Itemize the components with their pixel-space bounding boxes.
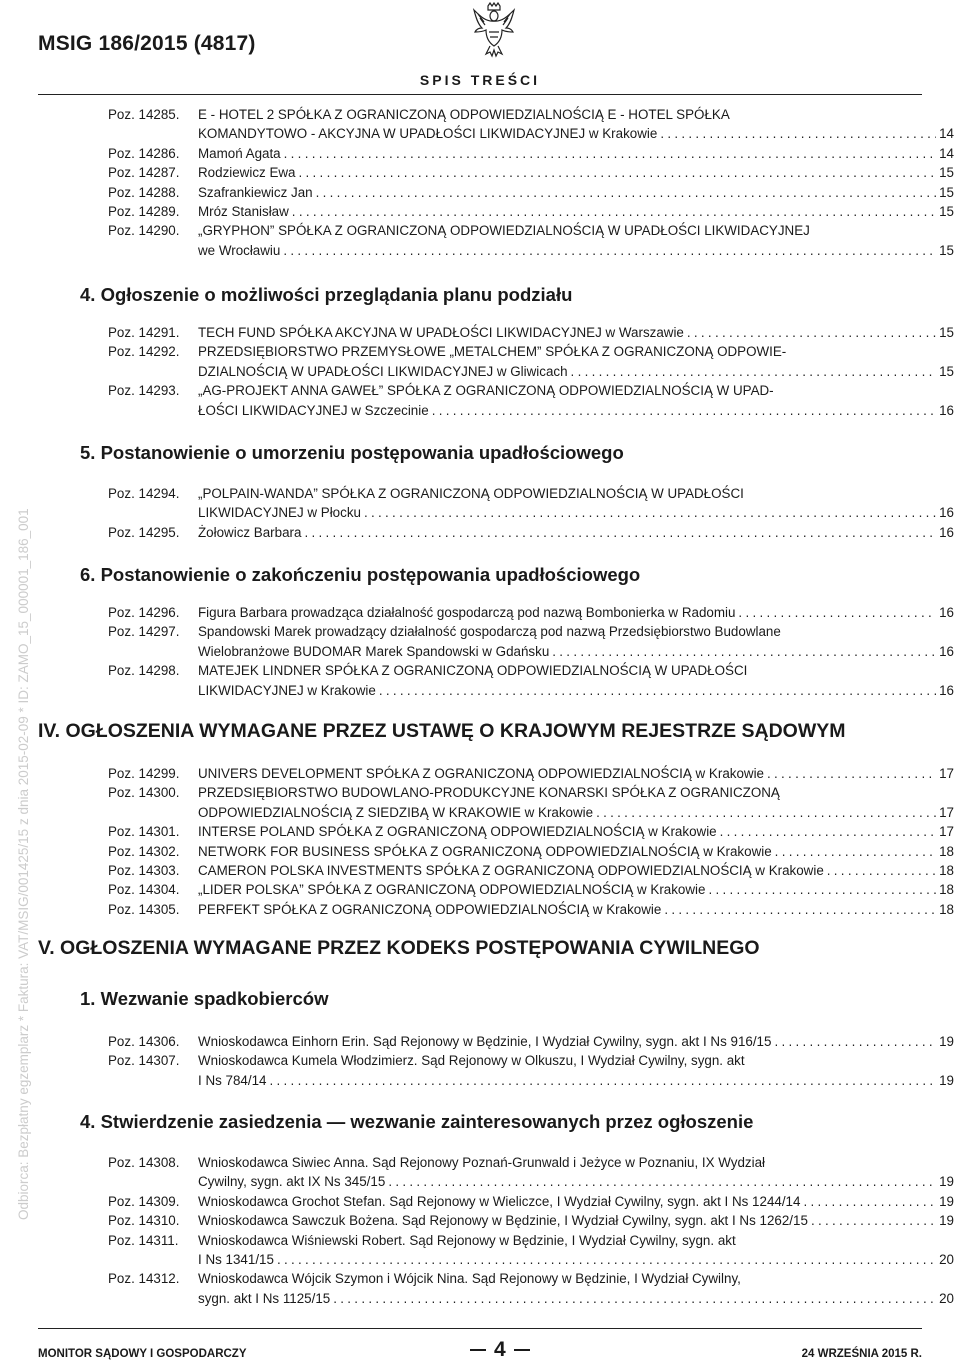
- entry-text-line: MATEJEK LINDNER SPÓŁKA Z OGRANICZONĄ ODPOWIEDZIALNOŚCIĄ W UPADŁOŚCI: [198, 663, 748, 679]
- entry-page-number: 16: [939, 505, 954, 521]
- dot-leader: [277, 1250, 936, 1269]
- dot-leader: [552, 642, 936, 661]
- entry-text-line: NETWORK FOR BUSINESS SPÓŁKA Z OGRANICZONĄ ODPOWIEDZIALNOŚCIĄ w Krakowie: [198, 843, 772, 859]
- toc-entry[interactable]: [108, 183, 954, 202]
- dot-leader: [767, 764, 936, 783]
- entry-page-number: 17: [939, 766, 954, 781]
- entry-number: Poz. 14312.: [108, 1271, 180, 1287]
- entry-text-line: Mróz Stanisław: [198, 204, 289, 219]
- entry-page-number: 18: [939, 843, 954, 859]
- toc-entry[interactable]: [108, 1192, 954, 1211]
- toc-entry[interactable]: [108, 1269, 954, 1308]
- entry-text-line: Spandowski Marek prowadzący działalność gospodarczą pod nazwą Przedsiębiorstwo Budowlane: [198, 624, 781, 640]
- entry-page-number: 18: [939, 882, 954, 898]
- entry-text-line: Cywilny, sygn. akt IX Ns 345/15: [198, 1174, 386, 1190]
- entry-text-line: INTERSE POLAND SPÓŁKA Z OGRANICZONĄ ODPOWIEDZIALNOŚCIĄ w Krakowie: [198, 824, 717, 840]
- toc-entry[interactable]: [108, 842, 954, 861]
- dot-leader: [379, 681, 936, 700]
- entry-text-line: DZIALNOŚCIĄ W UPADŁOŚCI LIKWIDACYJNEJ w Gliwicach: [198, 363, 568, 379]
- toc-entry[interactable]: [108, 1153, 954, 1192]
- entry-number: Poz. 14289.: [108, 204, 180, 219]
- entry-text-line: PERFEKT SPÓŁKA Z OGRANICZONĄ ODPOWIEDZIALNOŚCIĄ w Krakowie: [198, 901, 662, 917]
- entry-page-number: 15: [939, 325, 954, 340]
- toc-entry[interactable]: [108, 484, 954, 523]
- toc-entry[interactable]: [108, 323, 954, 342]
- toc-entry[interactable]: [108, 105, 954, 144]
- dot-leader: [284, 144, 936, 163]
- entry-page-number: 16: [939, 682, 954, 698]
- section-main-heading: V. OGŁOSZENIA WYMAGANE PRZEZ KODEKS POSTĘPOWANIA CYWILNEGO: [38, 937, 760, 959]
- section-main-heading: IV. OGŁOSZENIA WYMAGANE PRZEZ USTAWĘ O KRAJOWYM REJESTRZE SĄDOWYM: [38, 720, 846, 742]
- entry-page-number: 17: [939, 804, 954, 820]
- entry-text-line: PRZEDSIĘBIORSTWO BUDOWLANO-PRODUKCYJNE KONARSKI SPÓŁKA Z OGRANICZONĄ: [198, 785, 780, 801]
- entry-page-number: 16: [939, 524, 954, 540]
- entry-page-number: 14: [939, 126, 954, 142]
- entry-number: Poz. 14298.: [108, 663, 180, 679]
- dot-leader: [738, 603, 936, 622]
- entry-text-line: CAMERON POLSKA INVESTMENTS SPÓŁKA Z OGRANICZONĄ ODPOWIEDZIALNOŚCIĄ w Krakowie: [198, 863, 824, 878]
- entry-page-number: 15: [939, 242, 954, 258]
- toc-entry[interactable]: [108, 661, 954, 700]
- entry-number: Poz. 14307.: [108, 1053, 180, 1069]
- toc-entry[interactable]: [108, 603, 954, 622]
- dot-leader: [299, 163, 937, 182]
- entry-page-number: 20: [939, 1252, 954, 1267]
- entry-page-number: 15: [939, 184, 954, 200]
- entry-number: Poz. 14285.: [108, 107, 180, 122]
- footer-date: 24 WRZEŚNIA 2015 R.: [801, 1348, 922, 1360]
- dot-leader: [283, 241, 936, 260]
- entry-text-line: I Ns 784/14: [198, 1072, 267, 1088]
- dot-leader: [333, 1289, 936, 1308]
- entry-text-line: we Wrocławiu: [198, 242, 281, 258]
- entry-text-line: TECH FUND SPÓŁKA AKCYJNA W UPADŁOŚCI LIKWIDACYJNEJ w Warszawie: [198, 325, 684, 340]
- dot-leader: [811, 1211, 936, 1230]
- toc-entry[interactable]: [108, 822, 954, 841]
- entry-text-line: UNIVERS DEVELOPMENT SPÓŁKA Z OGRANICZONĄ ODPOWIEDZIALNOŚCIĄ w Krakowie: [198, 766, 764, 781]
- toc-entry[interactable]: [108, 202, 954, 221]
- page-number: 4: [494, 1338, 506, 1361]
- entry-page-number: 19: [939, 1213, 954, 1229]
- section-subheading: 5. Postanowienie o umorzeniu postępowania upadłościowego: [80, 442, 624, 463]
- toc-entry[interactable]: [108, 1032, 954, 1051]
- entry-number: Poz. 14304.: [108, 882, 180, 898]
- entry-text-line: Wnioskodawca Siwiec Anna. Sąd Rejonowy Poznań-Grunwald i Jeżyce w Poznaniu, IX Wydział: [198, 1155, 766, 1170]
- entry-number: Poz. 14288.: [108, 184, 180, 200]
- dot-leader: [803, 1192, 936, 1211]
- entry-text-line: Figura Barbara prowadząca działalność gospodarczą pod nazwą Bombonierka w Radomiu: [198, 605, 736, 620]
- entry-text-line: Żołowicz Barbara: [198, 524, 302, 540]
- dot-leader: [432, 401, 936, 420]
- entry-page-number: 19: [939, 1034, 954, 1049]
- entry-page-number: 18: [939, 863, 954, 878]
- entry-number: Poz. 14286.: [108, 145, 180, 161]
- toc-entry[interactable]: [108, 880, 954, 899]
- entry-number: Poz. 14305.: [108, 901, 180, 917]
- dot-leader: [664, 900, 936, 919]
- entry-page-number: 17: [939, 824, 954, 840]
- toc-entry[interactable]: [108, 1231, 954, 1270]
- toc-entry[interactable]: [108, 1211, 954, 1230]
- entry-page-number: 15: [939, 363, 954, 379]
- entry-text-line: „POLPAIN-WANDA” SPÓŁKA Z OGRANICZONĄ ODPOWIEDZIALNOŚCIĄ W UPADŁOŚCI: [198, 486, 744, 501]
- footer-divider: [38, 1328, 922, 1329]
- entry-number: Poz. 14293.: [108, 383, 180, 399]
- entry-number: Poz. 14294.: [108, 486, 180, 501]
- entry-page-number: 20: [939, 1290, 954, 1306]
- entry-number: Poz. 14295.: [108, 524, 180, 540]
- entry-number: Poz. 14311.: [108, 1232, 179, 1248]
- entry-text-line: „GRYPHON” SPÓŁKA Z OGRANICZONĄ ODPOWIEDZIALNOŚCIĄ W UPADŁOŚCI LIKWIDACYJNEJ: [198, 223, 810, 239]
- entry-text-line: KOMANDYTOWO - AKCYJNA W UPADŁOŚCI LIKWIDACYJNEJ w Krakowie: [198, 126, 658, 142]
- footer-publication-name: MONITOR SĄDOWY I GOSPODARCZY: [38, 1348, 247, 1360]
- entry-text-line: I Ns 1341/15: [198, 1252, 274, 1267]
- dot-leader: [720, 822, 936, 841]
- dot-leader: [708, 880, 936, 899]
- entry-page-number: 19: [939, 1072, 954, 1088]
- dot-leader: [827, 861, 936, 880]
- entry-text-line: ODPOWIEDZIALNOŚCIĄ Z SIEDZIBĄ W KRAKOWIE w Krakowie: [198, 804, 594, 820]
- entry-number: Poz. 14287.: [108, 165, 180, 181]
- entry-number: Poz. 14292.: [108, 344, 180, 360]
- entry-text-line: Rodziewicz Ewa: [198, 165, 296, 181]
- dot-leader: [388, 1172, 936, 1191]
- entry-text-line: Wnioskodawca Wójcik Szymon i Wójcik Nina. Sąd Rejonowy w Będzinie, I Wydział Cywilny,: [198, 1271, 741, 1287]
- entry-number: Poz. 14302.: [108, 843, 180, 859]
- dot-leader: [364, 503, 936, 522]
- entry-number: Poz. 14290.: [108, 223, 180, 239]
- entry-page-number: 15: [939, 165, 954, 181]
- entry-text-line: LIKWIDACYJNEJ w Krakowie: [198, 682, 376, 698]
- table-of-contents-label: SPIS TREŚCI: [419, 72, 541, 88]
- entry-page-number: 15: [939, 204, 954, 219]
- entry-number: Poz. 14300.: [108, 785, 180, 801]
- toc-entry[interactable]: [108, 1051, 954, 1090]
- toc-entry[interactable]: [108, 900, 954, 919]
- entry-page-number: 19: [939, 1174, 954, 1190]
- toc-entry[interactable]: [108, 381, 954, 420]
- entry-text-line: Wnioskodawca Wiśniewski Robert. Sąd Rejonowy w Będzinie, I Wydział Cywilny, sygn. akt: [198, 1232, 736, 1248]
- entry-text-line: Mamoń Agata: [198, 145, 281, 161]
- entry-text-line: Wnioskodawca Einhorn Erin. Sąd Rejonowy w Będzinie, I Wydział Cywilny, sygn. akt I Ns 916/15: [198, 1034, 772, 1049]
- entry-text-line: „LIDER POLSKA” SPÓŁKA Z OGRANICZONĄ ODPOWIEDZIALNOŚCIĄ w Krakowie: [198, 882, 706, 898]
- entry-text-line: Wnioskodawca Grochot Stefan. Sąd Rejonowy w Wieliczce, I Wydział Cywilny, sygn. akt I Ns 1244/14: [198, 1193, 801, 1209]
- section-subheading: 4. Ogłoszenie o możliwości przeglądania planu podziału: [80, 284, 573, 305]
- entry-text-line: Wielobranżowe BUDOMAR Marek Spandowski w Gdańsku: [198, 643, 550, 659]
- entry-page-number: 14: [939, 145, 954, 161]
- dot-leader: [571, 362, 936, 381]
- entry-text-line: Wnioskodawca Kumela Włodzimierz. Sąd Rejonowy w Olkuszu, I Wydział Cywilny, sygn. akt: [198, 1053, 745, 1069]
- toc-entry[interactable]: [108, 221, 954, 260]
- toc-entry[interactable]: [108, 622, 954, 661]
- entry-number: Poz. 14303.: [108, 863, 180, 878]
- dot-leader: [774, 1032, 936, 1051]
- dot-leader: [304, 523, 936, 542]
- entry-number: Poz. 14301.: [108, 824, 180, 840]
- entry-number: Poz. 14306.: [108, 1034, 180, 1049]
- toc-entry[interactable]: [108, 342, 954, 381]
- footer-page-number: [462, 1338, 538, 1362]
- dot-leader: [687, 323, 936, 342]
- toc-entry[interactable]: [108, 783, 954, 822]
- entry-page-number: 16: [939, 605, 954, 620]
- entry-text-line: Szafrankiewicz Jan: [198, 184, 313, 200]
- entry-number: Poz. 14296.: [108, 605, 180, 620]
- entry-text-line: „AG-PROJEKT ANNA GAWEŁ” SPÓŁKA Z OGRANICZONĄ ODPOWIEDZIALNOŚCIĄ W UPAD-: [198, 383, 774, 399]
- entry-page-number: 19: [939, 1193, 954, 1209]
- publication-title: MSIG 186/2015 (4817): [38, 32, 256, 55]
- toc-entry[interactable]: [108, 861, 954, 880]
- entry-page-number: 16: [939, 402, 954, 418]
- entry-page-number: 18: [939, 901, 954, 917]
- entry-text-line: Wnioskodawca Sawczuk Bożena. Sąd Rejonowy w Będzinie, I Wydział Cywilny, sygn. akt I Ns 1262/15: [198, 1213, 808, 1229]
- side-watermark: Odbiorca: Bezpłatny egzemplarz * Faktura: VAT/MSIG/001425/15 z dnia 2015-02-09 * ID: ZAMO_15_000001_186_001: [16, 508, 31, 1220]
- entry-page-number: 16: [939, 643, 954, 659]
- entry-text-line: ŁOŚCI LIKWIDACYJNEJ w Szczecinie: [198, 402, 429, 418]
- section-subheading: 1. Wezwanie spadkobierców: [80, 988, 329, 1009]
- entry-text-line: PRZEDSIĘBIORSTWO PRZEMYSŁOWE „METALCHEM” SPÓŁKA Z OGRANICZONĄ ODPOWIE-: [198, 344, 787, 360]
- dot-leader: [660, 124, 936, 143]
- entry-text-line: LIKWIDACYJNEJ w Płocku: [198, 505, 361, 521]
- entry-number: Poz. 14308.: [108, 1155, 180, 1170]
- dot-leader: [269, 1071, 936, 1090]
- toc-entry[interactable]: [108, 163, 954, 182]
- toc-entry[interactable]: [108, 764, 954, 783]
- toc-entry[interactable]: [108, 523, 954, 542]
- entry-number: Poz. 14291.: [108, 325, 180, 340]
- entry-number: Poz. 14309.: [108, 1193, 180, 1209]
- toc-entry[interactable]: [108, 144, 954, 163]
- dot-leader: [316, 183, 936, 202]
- section-subheading: 6. Postanowienie o zakończeniu postępowania upadłościowego: [80, 564, 641, 585]
- entry-text-line: E - HOTEL 2 SPÓŁKA Z OGRANICZONĄ ODPOWIEDZIALNOŚCIĄ E - HOTEL SPÓŁKA: [198, 107, 730, 122]
- entry-number: Poz. 14310.: [108, 1213, 180, 1229]
- dot-leader: [596, 803, 936, 822]
- section-subheading: 4. Stwierdzenie zasiedzenia — wezwanie zainteresowanych przez ogłoszenie: [80, 1111, 754, 1132]
- entry-text-line: sygn. akt I Ns 1125/15: [198, 1290, 331, 1306]
- entry-number: Poz. 14297.: [108, 624, 180, 640]
- dot-leader: [292, 202, 936, 221]
- dot-leader: [775, 842, 936, 861]
- entry-number: Poz. 14299.: [108, 766, 180, 781]
